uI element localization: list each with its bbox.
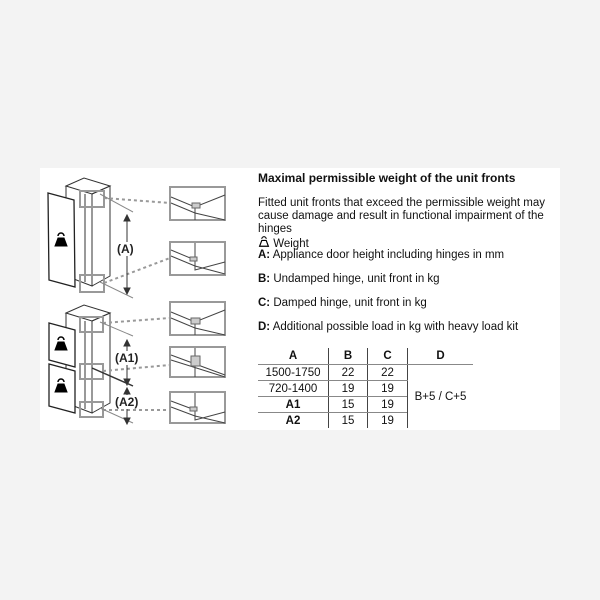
header-a: A: [258, 348, 329, 365]
cell: 19: [368, 381, 408, 397]
cell: 15: [329, 413, 368, 429]
legend-b: B: Undamped hinge, unit front in kg: [258, 273, 440, 285]
cell: 720-1400: [258, 381, 329, 397]
cell: 1500-1750: [258, 365, 329, 381]
dimension-label-a1: (A1): [115, 351, 139, 365]
table-row: [258, 365, 473, 381]
two-door-unit: [49, 305, 170, 424]
cell: A2: [285, 414, 301, 427]
legend-d: D: Additional possible load in kg with heavy load kit: [258, 321, 519, 333]
cell: 19: [329, 381, 368, 397]
intro-text: Fitted unit fronts that exceed the permissible weight may cause damage and result in functional impairment of the hinges: [258, 197, 546, 235]
cell: 22: [329, 365, 368, 381]
d-value: B+5 / C+5: [408, 365, 474, 429]
legend-c: C: Damped hinge, unit front in kg: [258, 297, 427, 309]
table-header-row: [258, 348, 473, 365]
hinge-detail-views: [170, 187, 225, 423]
header-c: C: [368, 348, 408, 365]
dimension-label-a: (A): [117, 242, 134, 256]
cell: 15: [329, 397, 368, 413]
header-b: B: [329, 348, 368, 365]
dimension-label-a2: (A2): [115, 395, 139, 409]
legend-a: A: Appliance door height including hinges in mm: [258, 249, 505, 261]
weight-label: Weight: [273, 238, 309, 250]
page-title: Maximal permissible weight of the unit fronts: [258, 171, 516, 185]
single-door-unit: [48, 178, 170, 298]
cell: 19: [368, 413, 408, 429]
cell: 22: [368, 365, 408, 381]
weight-table: [258, 348, 473, 428]
header-d: D: [408, 348, 474, 365]
weight-icon: [258, 236, 270, 247]
cell: 19: [368, 397, 408, 413]
cell: A1: [258, 397, 329, 413]
